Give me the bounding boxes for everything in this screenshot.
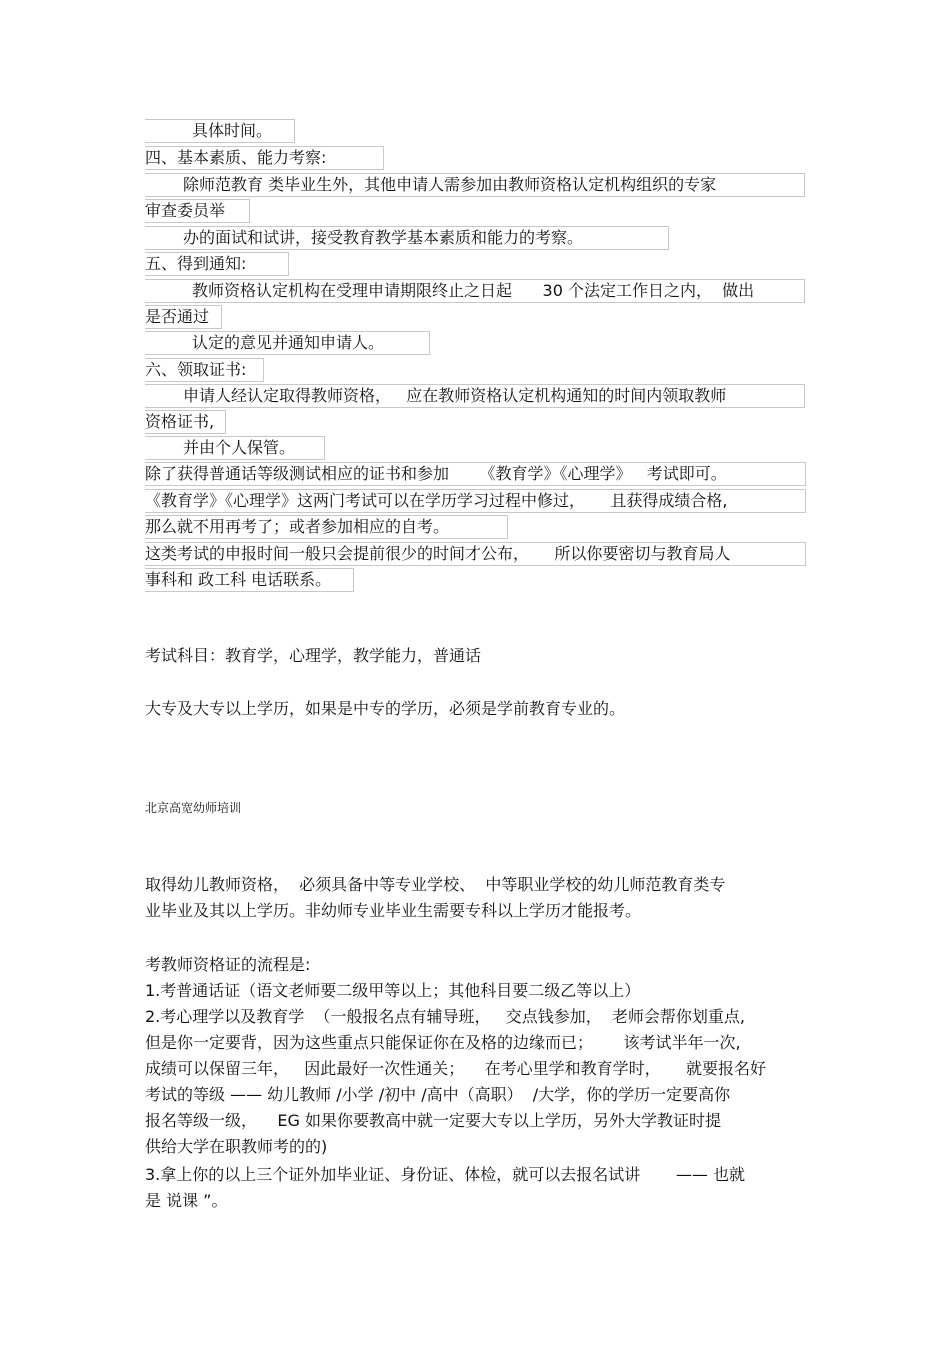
process-step: 供给大学在职教师考的的) [145, 1137, 328, 1156]
process-step: 1.考普通话证（语文老师要二级甲等以上；其他科目要二级乙等以上） [145, 981, 641, 1000]
text-line: 除师范教育 类毕业生外，其他申请人需参加由教师资格认定机构组织的专家 [145, 173, 805, 197]
exam-subjects: 考试科目：教育学，心理学，教学能力，普通话 [145, 646, 482, 665]
process-step: 考试的等级 —— 幼儿教师 /小学 /初中 /高中（高职） /大学，你的学历一定要高你 [145, 1085, 731, 1104]
process-title: 考教师资格证的流程是: [145, 955, 311, 974]
text-line: 并由个人保管。 [145, 436, 325, 460]
process-step: 是 说课 ”。 [145, 1191, 228, 1210]
text-line: 资格证书, [145, 410, 226, 434]
process-step: 成绩可以保留三年， 因此最好一次性通关； 在考心里学和教育学时， 就要报名好 [145, 1059, 767, 1078]
source-label: 北京高宽幼师培训 [145, 801, 242, 815]
text-line: 业毕业及其以上学历。非幼师专业毕业生需要专科以上学历才能报考。 [145, 901, 642, 920]
text-line: 除了获得普通话等级测试相应的证书和参加 《教育学》《心理学》 考试即可。 [145, 462, 806, 486]
process-step: 2.考心理学以及教育学 （一般报名点有辅导班， 交点钱参加， 老师会帮你划重点, [145, 1007, 745, 1026]
process-step: 但是你一定要背，因为这些重点只能保证你在及格的边缘而已； 该考试半年一次, [145, 1033, 741, 1052]
text-line: 是否通过 [145, 305, 222, 329]
section-heading: 四、基本素质、能力考察: [145, 146, 384, 170]
education-requirement: 大专及大专以上学历，如果是中专的学历，必须是学前教育专业的。 [145, 699, 626, 718]
text-line: 事科和 政工科 电话联系。 [145, 568, 354, 592]
text-line: 申请人经认定取得教师资格， 应在教师资格认定机构通知的时间内领取教师 [145, 384, 805, 408]
text-line: 取得幼儿教师资格， 必须具备中等专业学校、 中等职业学校的幼儿师范教育类专 [145, 875, 726, 894]
process-step: 报名等级一级， EG 如果你要教高中就一定要大专以上学历，另外大学教证时提 [145, 1111, 721, 1130]
text-line: 具体时间。 [145, 119, 295, 143]
text-line: 认定的意见并通知申请人。 [145, 331, 430, 355]
text-line: 那么就不用再考了；或者参加相应的自考。 [145, 515, 508, 539]
text-line: 审查委员举 [145, 199, 250, 223]
process-step: 3.拿上你的以上三个证外加毕业证、身份证、体检，就可以去报名试讲 —— 也就 [145, 1165, 745, 1184]
text-line: 办的面试和试讲，接受教育教学基本素质和能力的考察。 [145, 226, 669, 250]
text-line: 教师资格认定机构在受理申请期限终止之日起 30 个法定工作日之内， 做出 [145, 279, 805, 303]
text-line: 这类考试的申报时间一般只会提前很少的时间才公布， 所以你要密切与教育局人 [145, 542, 806, 566]
section-heading: 五、得到通知: [145, 252, 289, 276]
text-line: 《教育学》《心理学》这两门考试可以在学历学习过程中修过， 且获得成绩合格, [145, 489, 806, 513]
section-heading: 六、领取证书: [145, 358, 264, 382]
